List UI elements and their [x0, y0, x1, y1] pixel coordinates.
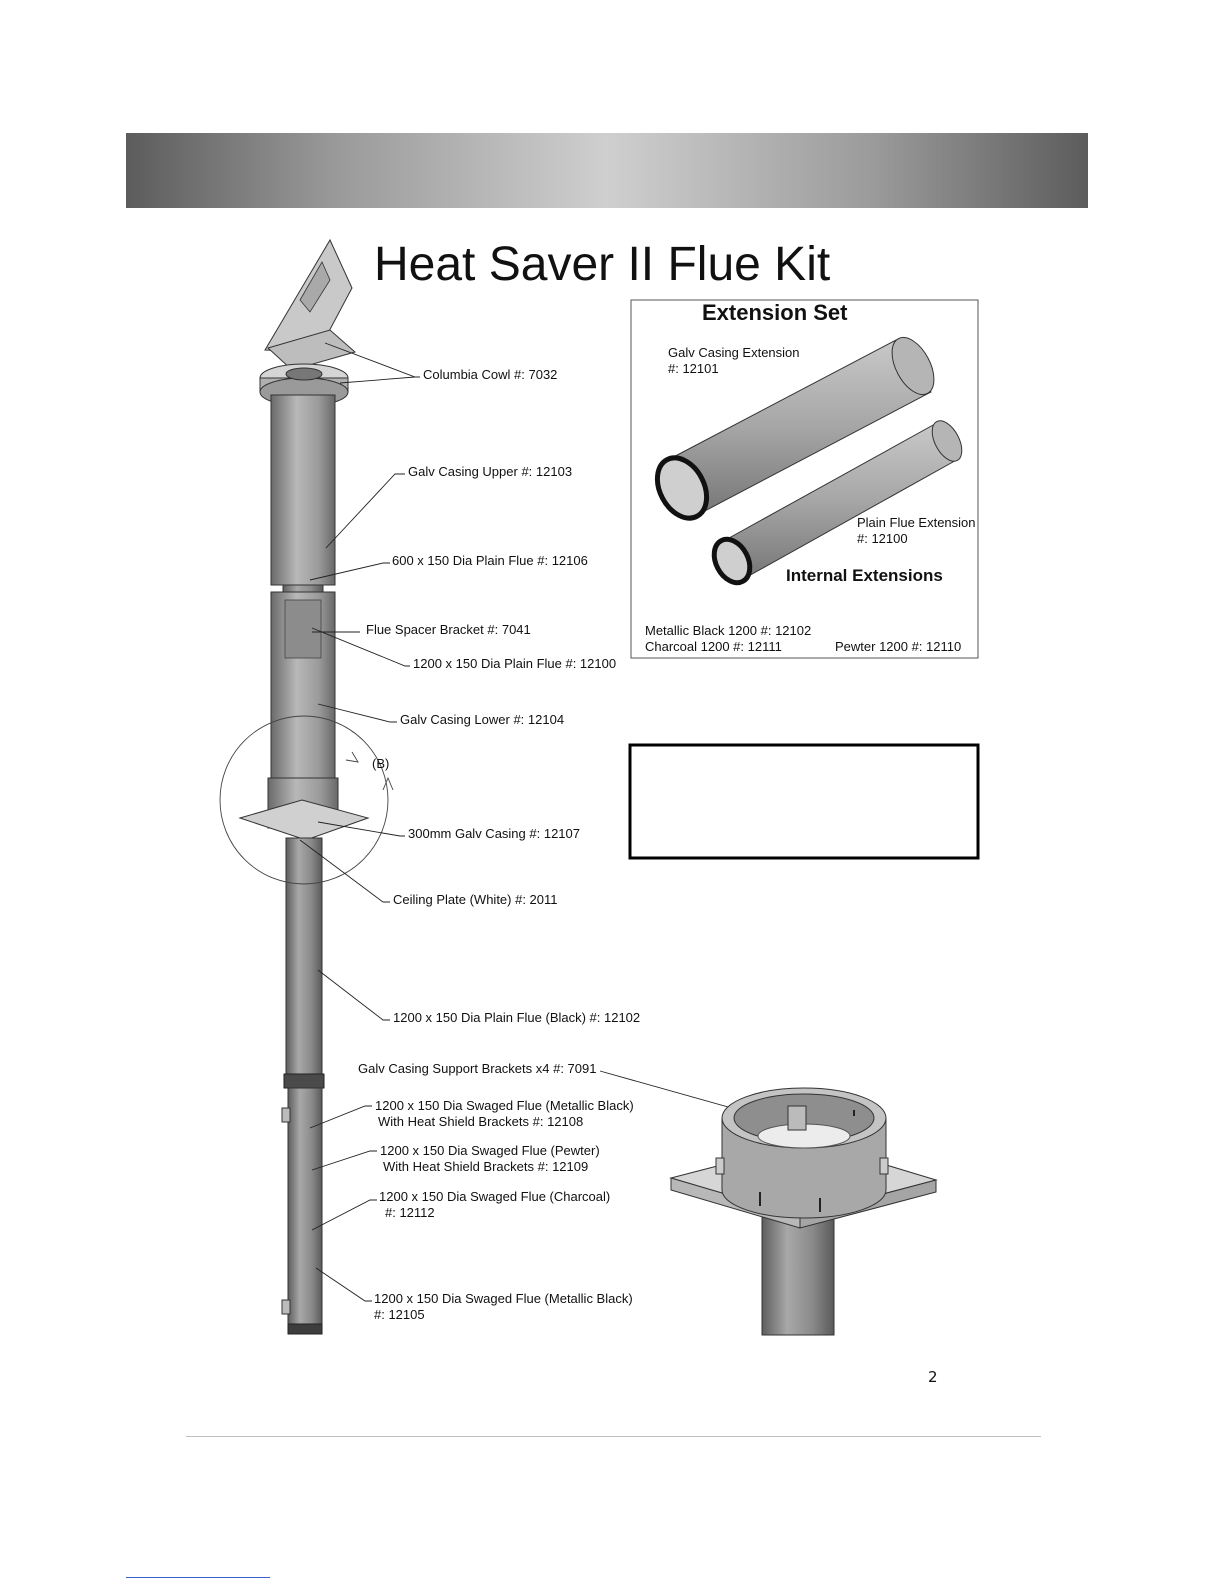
ceiling-plate [240, 800, 368, 840]
label-swaged-metallic-2: #: 12105 [374, 1307, 425, 1322]
charcoal-label: Charcoal 1200 #: 12111 [645, 639, 782, 654]
galv-extension-label-1: Galv Casing Extension [668, 345, 800, 360]
label-cowl: Columbia Cowl #: 7032 [423, 367, 558, 382]
galv-extension-label-2: #: 12101 [668, 361, 719, 376]
label-ceiling-plate: Ceiling Plate (White) #: 2011 [393, 892, 558, 907]
flue-labels [358, 367, 640, 1322]
plain-extension-label-2: #: 12100 [857, 531, 908, 546]
label-swaged-metallic-1: 1200 x 150 Dia Swaged Flue (Metallic Black) [374, 1291, 633, 1306]
label-support-brackets: Galv Casing Support Brackets x4 #: 7091 [358, 1061, 597, 1076]
label-casing-300: 300mm Galv Casing #: 12107 [408, 826, 580, 841]
label-swaged-charcoal-2: #: 12112 [385, 1205, 435, 1220]
label-casing-lower: Galv Casing Lower #: 12104 [400, 712, 565, 727]
pewter-label: Pewter 1200 #: 12110 [835, 639, 962, 654]
label-plain-flue-600: 600 x 150 Dia Plain Flue #: 12106 [392, 553, 588, 568]
metallic-black-label: Metallic Black 1200 #: 12102 [645, 623, 812, 638]
detail-b-illustration [671, 1088, 936, 1335]
label-casing-upper: Galv Casing Upper #: 12103 [408, 464, 573, 479]
footer-rule [186, 1436, 1041, 1437]
page-number: 2 [928, 1368, 938, 1386]
plain-flue-black [286, 838, 322, 1078]
corner-rule [126, 1577, 270, 1578]
label-plain-flue-1200: 1200 x 150 Dia Plain Flue #: 12100 [413, 656, 617, 671]
extension-set-heading: Extension Set [702, 300, 848, 325]
label-swaged-metallic-hs-1: 1200 x 150 Dia Swaged Flue (Metallic Black) [375, 1098, 634, 1113]
cowl-illustration [260, 240, 355, 406]
label-swaged-pewter-1: 1200 x 150 Dia Swaged Flue (Pewter) [380, 1143, 600, 1158]
label-swaged-charcoal-1: 1200 x 150 Dia Swaged Flue (Charcoal) [379, 1189, 611, 1204]
label-detail-b: (B) [372, 756, 390, 771]
label-swaged-metallic-hs-2: With Heat Shield Brackets #: 12108 [378, 1114, 584, 1129]
plain-extension-label-1: Plain Flue Extension [857, 515, 976, 530]
label-swaged-pewter-2: With Heat Shield Brackets #: 12109 [383, 1159, 589, 1174]
internal-extensions-heading: Internal Extensions [786, 566, 943, 585]
extension-set-box [631, 300, 978, 658]
swaged-flues [288, 1088, 322, 1326]
label-spacer-bracket: Flue Spacer Bracket #: 7041 [366, 622, 531, 637]
flue-assembly [220, 240, 393, 1334]
label-plain-flue-black: 1200 x 150 Dia Plain Flue (Black) #: 12102 [393, 1010, 641, 1025]
galv-casing-upper [271, 395, 335, 585]
page-title: Heat Saver II Flue Kit [374, 238, 831, 291]
empty-note-box [630, 745, 978, 858]
